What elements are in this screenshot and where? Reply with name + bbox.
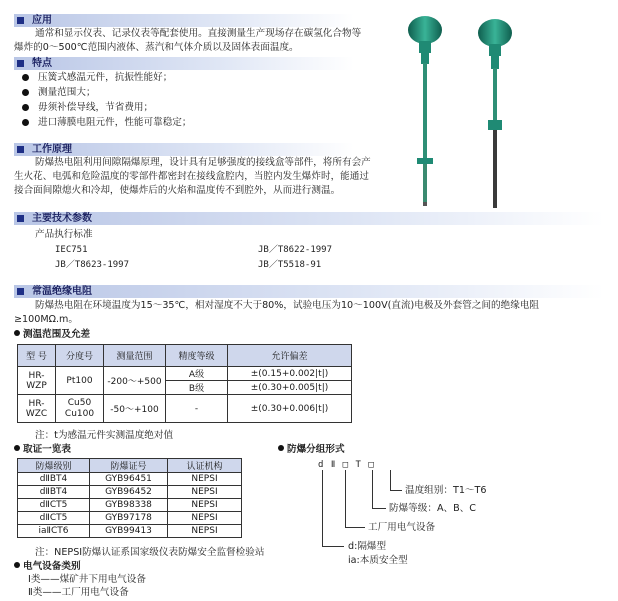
section-title: 主要技术参数 <box>32 213 92 224</box>
table-header: 防爆证号 <box>90 459 168 473</box>
table-row: dⅡCT5 GYB98338 NEPSI <box>18 499 242 512</box>
bullet-icon <box>22 119 29 126</box>
diagram-label: 防爆等级：A、B、C <box>389 503 476 514</box>
section-header-specs <box>14 212 604 225</box>
diagram-label: 工厂用电气设备 <box>368 522 436 533</box>
diagram-label: ia:本质安全型 <box>348 555 408 566</box>
range-table <box>17 344 352 423</box>
feature-item: 进口薄膜电阻元件，性能可靠稳定； <box>38 116 192 129</box>
section-title: 应用 <box>32 15 52 26</box>
section-title: 常温绝缘电阻 <box>32 286 92 297</box>
table-row: dⅡBT4 GYB96451 NEPSI <box>18 473 242 486</box>
table-row: HR-WZP Pt100 -200～+500 A级 ±(0.15+0.002|t|) <box>18 367 352 381</box>
bullet-icon <box>22 74 29 81</box>
section-square-icon <box>17 17 24 24</box>
table-header: 型 号 <box>18 345 56 367</box>
principle-line-1: 防爆热电阻利用间隙隔爆原理，设计具有足够强度的接线盒等部件，将所有会产 <box>35 157 371 168</box>
cert-table-title: 取证一览表 <box>14 443 71 457</box>
section-square-icon <box>17 60 24 67</box>
bullet-icon <box>14 562 20 568</box>
feature-item: 测量范围大； <box>38 86 96 99</box>
table-header: 测量范围 <box>104 345 166 367</box>
standard-item: IEC751 <box>55 245 88 255</box>
principle-line-3: 接合面间隙熄火和冷却，使爆炸后的火焰和温度传不到腔外，从而进行测温。 <box>14 185 341 196</box>
standard-item: JB／T8622-1997 <box>258 245 333 255</box>
standard-label: 产品执行标准 <box>35 229 93 240</box>
section-square-icon <box>17 288 24 295</box>
table-row: B级 ±(0.30+0.005|t|) <box>18 381 352 395</box>
bullet-icon <box>14 445 20 451</box>
section-title: 工作原理 <box>32 144 72 155</box>
standard-item: JB／T5518-91 <box>258 260 322 270</box>
range-table-title: 测温范围及允差 <box>14 328 90 342</box>
equipment-class-item: Ⅰ类——煤矿井下用电气设备 <box>28 574 146 585</box>
section-header-application <box>14 14 354 27</box>
table-row: HR-WZC Cu50 Cu100 -50～+100 - ±(0.30+0.006|t|) <box>18 395 352 423</box>
section-header-features <box>14 57 354 70</box>
section-square-icon <box>17 215 24 222</box>
equipment-class-item: Ⅱ类——工厂用电气设备 <box>28 587 129 598</box>
explosion-form-code: d Ⅱ □ T □ <box>318 460 375 470</box>
feature-item: 毋须补偿导线，节省费用； <box>38 101 153 114</box>
diagram-label: d:隔爆型 <box>348 541 387 552</box>
insulation-line-1: 防爆热电阻在环境温度为15～35℃，相对湿度不大于80%，试验电压为10～100V(直流)电极及外套管之间的绝缘电阻 <box>35 300 540 311</box>
table-header: 精度等级 <box>166 345 228 367</box>
explosion-form-title: 防爆分组形式 <box>278 443 345 457</box>
cert-table <box>17 458 242 538</box>
table-header: 认证机构 <box>168 459 242 473</box>
cert-table-note: 注：NEPSI防爆认证系国家级仪表防爆安全监督检验站 <box>35 547 265 558</box>
insulation-line-2: ≥100MΩ.m。 <box>14 314 78 325</box>
table-row: iaⅡCT6 GYB99413 NEPSI <box>18 525 242 538</box>
section-title: 特点 <box>32 58 52 69</box>
bullet-icon <box>22 104 29 111</box>
feature-item: 压簧式感温元件，抗振性能好； <box>38 71 172 84</box>
table-header: 分度号 <box>56 345 104 367</box>
table-header: 允许偏差 <box>228 345 352 367</box>
table-header: 防爆级别 <box>18 459 90 473</box>
diagram-label: 温度组别：T1～T6 <box>405 485 487 496</box>
bullet-icon <box>278 445 284 451</box>
application-line-1: 通常和显示仪表、记录仪表等配套使用。直接测量生产现场存在碳氢化合物等 <box>35 28 362 39</box>
section-header-insulation <box>14 285 604 298</box>
range-table-note: 注：t为感温元件实测温度绝对值 <box>35 430 174 441</box>
section-header-principle <box>14 143 354 156</box>
bullet-icon <box>22 89 29 96</box>
principle-line-2: 生火花、电弧和危险温度的零部件都密封在接线盒腔内，当腔内发生爆炸时，能通过 <box>14 171 369 182</box>
section-square-icon <box>17 146 24 153</box>
standard-item: JB／T8623-1997 <box>55 260 130 270</box>
table-row: dⅡCT5 GYB97178 NEPSI <box>18 512 242 525</box>
bullet-icon <box>14 330 20 336</box>
thermometer-device-right-icon <box>455 8 575 213</box>
equipment-class-title: 电气设备类别 <box>14 560 81 574</box>
application-line-2: 爆炸的0～500℃范围内液体、蒸汽和气体介质以及固体表面温度。 <box>14 42 299 53</box>
table-row: dⅡBT4 GYB96452 NEPSI <box>18 486 242 499</box>
